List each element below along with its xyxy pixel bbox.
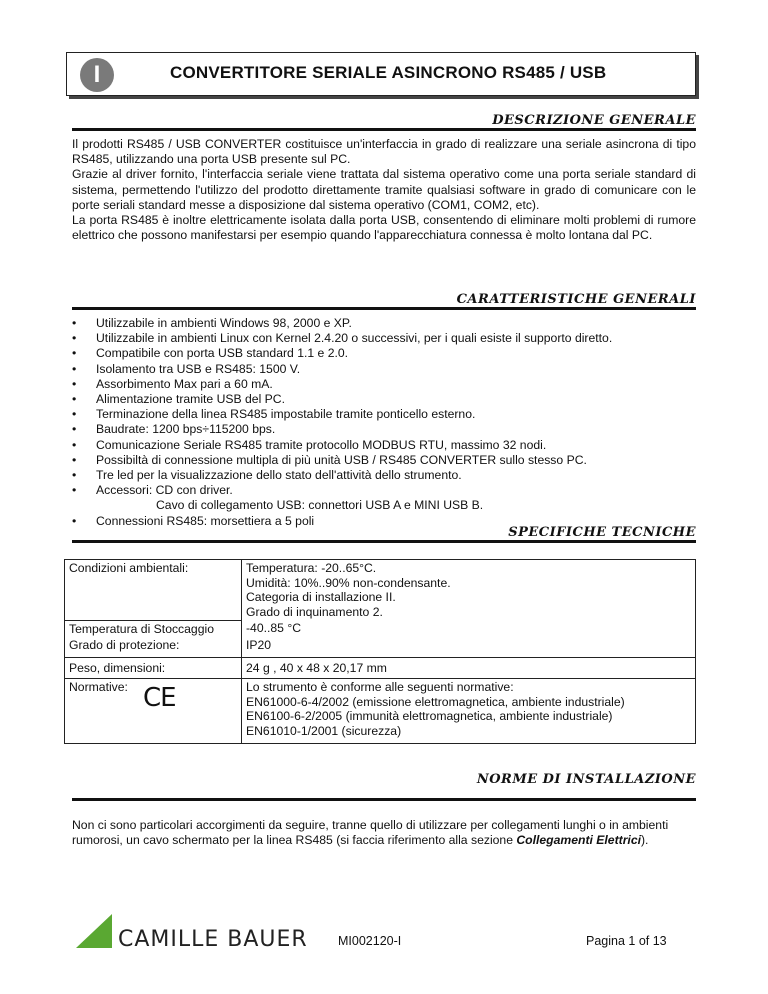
paragraph: La porta RS485 è inoltre elettricamente isolata dalla porta USB, consentendo di eliminare molti problemi di rumore elettrico che possono manifestarsi per esempio quando l'apparecchiatura connessa è molto lontana dal PC. <box>72 213 696 243</box>
table-row <box>65 657 696 679</box>
section-title-features: CARATTERISTICHE GENERALI <box>456 292 696 307</box>
document-title: CONVERTITORE SERIALE ASINCRONO RS485 / USB <box>170 63 607 82</box>
paragraph: Il prodotti RS485 / USB CONVERTER costituisce un'interfaccia in grado di realizzare una seriale asincrona di tipo RS485, utilizzando una porta USB presente sul PC. <box>72 137 696 167</box>
list-item: • Tre led per la visualizzazione dello stato dell'attività dello strumento. <box>72 468 696 483</box>
section-rule <box>72 128 696 131</box>
list-item: • Connessioni RS485: morsettiera a 5 poli <box>72 514 696 529</box>
company-logo-text: CAMILLE BAUER <box>118 927 308 952</box>
table-row <box>65 560 696 621</box>
list-item: • Comunicazione Seriale RS485 tramite protocollo MODBUS RTU, massimo 32 nodi. <box>72 438 696 453</box>
spec-value: -40..85 °C <box>242 620 696 637</box>
spec-key: Grado di protezione: <box>65 637 242 657</box>
spec-value: 24 g , 40 x 48 x 20,17 mm <box>242 657 696 679</box>
section-title-description: DESCRIZIONE GENERALE <box>492 113 696 128</box>
table-row <box>65 620 696 637</box>
table-row <box>65 637 696 657</box>
list-item: • Compatibile con porta USB standard 1.1 e 2.0. <box>72 346 696 361</box>
ce-mark-icon: CE <box>143 683 176 713</box>
list-item: • Assorbimento Max pari a 60 mA. <box>72 377 696 392</box>
list-item: • Isolamento tra USB e RS485: 1500 V. <box>72 362 696 377</box>
spec-key: Normative: CE <box>65 679 242 744</box>
language-badge: I <box>80 58 114 92</box>
section-rule <box>72 307 696 310</box>
camille-bauer-logo-icon <box>76 914 112 948</box>
spec-key: Temperatura di Stoccaggio <box>65 620 242 637</box>
specs-table <box>64 559 696 744</box>
paragraph: Grazie al driver fornito, l'interfaccia seriale viene trattata dal sistema operativo come una porta seriale standard di sistema, permettendo l'utilizzo del prodotto direttamente tramite qualsiasi software in grado di comunicare con le porte seriali standard messe a disposizione dal sistema operativo (COM1, COM2, etc). <box>72 167 696 212</box>
list-item: • Utilizzabile in ambienti Windows 98, 2000 e XP. <box>72 316 696 331</box>
table-row <box>65 679 696 744</box>
section-rule <box>72 540 696 543</box>
spec-key: Condizioni ambientali: <box>65 560 242 621</box>
spec-value: Lo strumento è conforme alle seguenti normative: EN61000-6-4/2002 (emissione elettromagnetica, ambiente industriale) EN6100-6-2/2005 (immunità elettromagnetica, ambiente industriale) EN61010-1/2001 (sicurezza) <box>242 679 696 744</box>
section-title-specs: SPECIFICHE TECNICHE <box>508 525 696 540</box>
section-title-installation: NORME DI INSTALLAZIONE <box>476 772 696 787</box>
spec-value: IP20 <box>242 637 696 657</box>
list-item: • Terminazione della linea RS485 impostabile tramite ponticello esterno. <box>72 407 696 422</box>
page-number: Pagina 1 of 13 <box>586 934 667 948</box>
general-description-text <box>72 137 696 243</box>
spec-value: Temperatura: -20..65°C. Umidità: 10%..90% non-condensante. Categoria di installazione II. Grado di inquinamento 2. <box>242 560 696 621</box>
accessory-sub-item: Cavo di collegamento USB: connettori USB A e MINI USB B. <box>156 498 484 513</box>
list-item: • Alimentazione tramite USB del PC. <box>72 392 696 407</box>
document-code: MI002120-I <box>338 934 402 948</box>
spec-key: Peso, dimensioni: <box>65 657 242 679</box>
section-rule <box>72 798 696 801</box>
list-item: • Possibiltà di connessione multipla di più unità USB / RS485 CONVERTER sullo stesso PC. <box>72 453 696 468</box>
section-reference-link[interactable]: Collegamenti Elettrici <box>516 833 641 848</box>
list-item: • Baudrate: 1200 bps÷115200 bps. <box>72 422 696 437</box>
installation-text: Non ci sono particolari accorgimenti da seguire, tranne quello di utilizzare per collegamenti lunghi o in ambienti rumorosi, un cavo schermato per la linea RS485 (si faccia riferimento alla sezione Collegamenti Elettrici). <box>72 818 669 848</box>
list-item: • Utilizzabile in ambienti Linux con Kernel 2.4.20 o successivi, per i quali esiste il supporto diretto. <box>72 331 696 346</box>
list-item: • Accessori: CD con driver. <box>72 483 696 498</box>
features-list <box>72 316 696 529</box>
